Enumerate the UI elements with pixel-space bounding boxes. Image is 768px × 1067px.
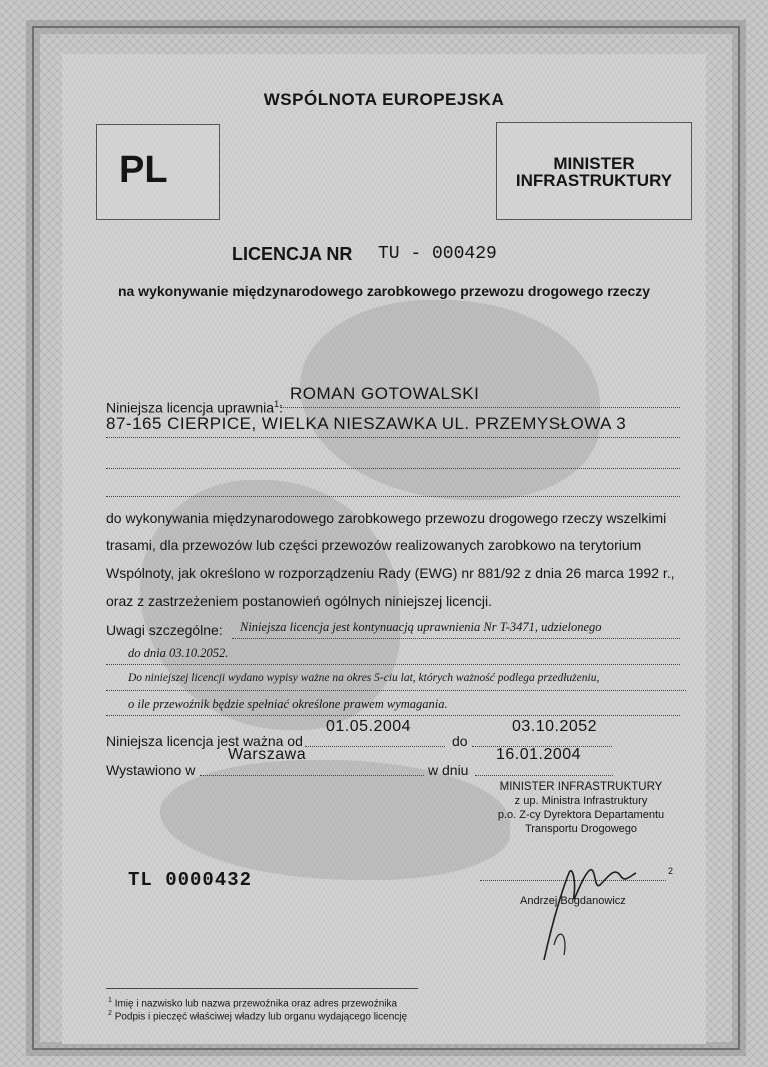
footnote-2: $^2$ Podpis i pieczęć właściwej władzy lub organu wydającego licencję — [108, 1010, 408, 1023]
signature-footnote-mark: 2 — [668, 866, 674, 876]
validity-to: 03.10.2052 — [512, 718, 598, 735]
body-line-2: trasami, dla przewozów lub części przewozów realizowanych zarobkowo na terytorium — [106, 537, 642, 553]
validity-to-label: do — [452, 733, 468, 749]
issuer-box — [496, 122, 692, 220]
header-title: WSPÓLNOTA EUROPEJSKA — [263, 90, 505, 109]
country-code: PL — [119, 149, 168, 191]
issuer-name: MINISTER INFRASTRUKTURY — [515, 154, 673, 190]
dotted-line — [106, 496, 680, 497]
dotted-line — [200, 775, 424, 776]
license-number: TU - 000429 — [378, 244, 497, 264]
issued-place: Warszawa — [228, 746, 307, 763]
dotted-line — [106, 664, 680, 665]
footnote-separator — [106, 988, 418, 989]
dotted-line — [305, 746, 445, 747]
license-subtitle: na wykonywanie międzynarodowego zarobkowego przewozu drogowego rzeczy — [117, 283, 651, 299]
remarks-label: Uwagi szczególne: — [106, 622, 223, 638]
remarks-line-2: do dnia 03.10.2052. — [128, 646, 229, 660]
remarks-line-1: Niniejsza licencja jest kontynuacją uprawnienia Nr T-3471, udzielonego — [240, 620, 602, 634]
holder-address: 87-165 CIERPICE, WIELKA NIESZAWKA UL. PRZEMYSŁOWA 3 — [106, 414, 627, 433]
dotted-line — [106, 468, 680, 469]
serial-number: TL 0000432 — [128, 869, 253, 891]
signatory-line-4: Transportu Drogowego — [524, 823, 638, 835]
dotted-line — [475, 775, 613, 776]
issued-date: 16.01.2004 — [496, 746, 582, 763]
license-title: LICENCJA NR — [232, 244, 353, 264]
remarks-line-4: o ile przewoźnik będzie spełniać określone prawem wymagania. — [128, 697, 448, 711]
signatory-stamp — [476, 780, 686, 836]
country-box — [96, 124, 220, 220]
signatory-line-2: z up. Ministra Infrastruktury — [514, 795, 648, 807]
dotted-line — [232, 638, 680, 639]
dotted-line — [280, 407, 680, 408]
issued-date-label: w dniu — [428, 762, 469, 778]
holder-name: ROMAN GOTOWALSKI — [290, 384, 480, 403]
signatory-name: Andrzej Bogdanowicz — [520, 895, 626, 907]
validity-label: Niniejsza licencja jest ważna od — [106, 733, 303, 749]
footnote-1: $^1$ Imię i nazwisko lub nazwa przewoźnika oraz adres przewoźnika — [108, 997, 398, 1010]
dotted-line — [106, 690, 686, 691]
dotted-line — [106, 437, 680, 438]
body-line-1: do wykonywania międzynarodowego zarobkowego przewozu drogowego rzeczy wszelkimi — [106, 510, 667, 526]
handwritten-signature — [524, 855, 644, 965]
dotted-line — [106, 715, 680, 716]
remarks-line-3: Do niniejszej licencji wydano wypisy ważne na okres 5-ciu lat, których ważność podlega przedłużeniu, — [128, 672, 600, 684]
body-line-3: Wspólnoty, jak określono w rozporządzeniu Rady (EWG) nr 881/92 z dnia 26 marca 1992 r., — [106, 565, 675, 581]
issued-label: Wystawiono w — [106, 762, 196, 778]
signatory-line-1: MINISTER INFRASTRUKTURY — [499, 781, 663, 793]
body-line-4: oraz z zastrzeżeniem postanowień ogólnych niniejszej licencji. — [106, 593, 492, 609]
validity-from: 01.05.2004 — [326, 718, 412, 735]
holder-label: Niniejsza licencja uprawnia$^1$: — [106, 399, 283, 416]
signatory-line-3: p.o. Z-cy Dyrektora Departamentu — [497, 809, 665, 821]
